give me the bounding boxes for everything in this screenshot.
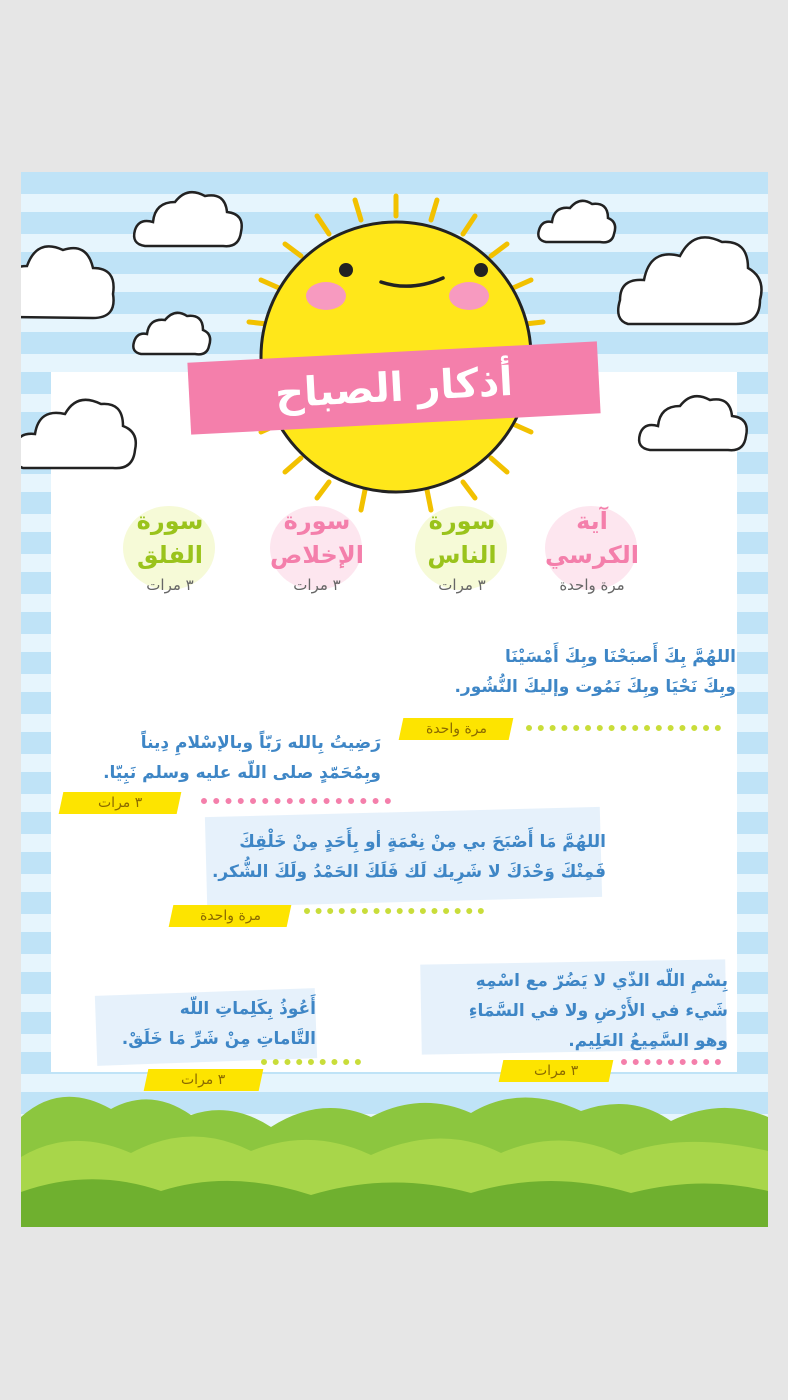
cloud-icon bbox=[614, 220, 764, 338]
repeat-tag: ٣ مرات bbox=[59, 792, 182, 814]
dotted-divider bbox=[621, 1059, 721, 1065]
page-title: أذكار الصباح bbox=[274, 358, 514, 418]
cloud-icon bbox=[131, 184, 246, 256]
surah-alikhlas bbox=[262, 504, 372, 594]
surah-name: سورة الإخلاص bbox=[270, 507, 364, 569]
repeat-count: ٣ مرات bbox=[293, 576, 341, 594]
surah-name: سورة الناس bbox=[427, 507, 497, 569]
poster bbox=[21, 172, 768, 1227]
repeat-tag: مرة واحدة bbox=[169, 905, 292, 927]
cloud-icon bbox=[21, 384, 139, 480]
surah-name: سورة الفلق bbox=[136, 507, 204, 569]
surah-name: آية الكرسي bbox=[544, 507, 639, 569]
dhikr-text: اللهُمَّ مَا أَصْبَحَ بي مِنْ نِعْمَةٍ أو بِأَحَدٍ مِنْ خَلْقِكَ فَمِنْكَ وَحْدَكَ لا شَرِيك لَك فَلَكَ الحَمْدُ ولَكَ الشُّكر. bbox=[211, 832, 606, 882]
surah-alfalaq bbox=[115, 504, 225, 594]
cloud-icon bbox=[636, 386, 751, 460]
cloud-icon bbox=[21, 222, 121, 332]
repeat-count: ٣ مرات bbox=[438, 576, 486, 594]
repeat-count: مرة واحدة bbox=[559, 576, 625, 594]
surah-alnas bbox=[407, 504, 517, 594]
repeat-tag: مرة واحدة bbox=[399, 718, 514, 740]
surah-ayat-alkursi bbox=[537, 504, 647, 594]
repeat-count: ٣ مرات bbox=[146, 576, 194, 594]
dhikr-text: أَعُوذُ بِكَلِماتِ اللّه التَّاماتِ مِنْ شَرِّ مَا خَلَقْ. bbox=[121, 999, 316, 1049]
dhikr-text: رَضِيتُ بِالله رَبّاً وبالإسْلامِ دِيناً وبِمُحَمّدٍ صلى اللّه عليه وسلم نَبِيّا. bbox=[103, 733, 381, 783]
repeat-tag: ٣ مرات bbox=[499, 1060, 614, 1082]
dhikr-text: اللهُمَّ بِكَ أَصبَحْنَا وبِكَ أَمْسَيْنَا وبِكَ نَحْيَا وبِكَ نَمُوت وإليكَ النُّشُور. bbox=[454, 647, 736, 697]
dotted-divider bbox=[304, 908, 484, 914]
dotted-divider bbox=[526, 725, 721, 731]
repeat-tag: ٣ مرات bbox=[144, 1069, 264, 1091]
bushes-illustration bbox=[21, 1087, 768, 1227]
dhikr-text: بِسْمِ اللّه الذّي لا يَضُرّ مع اسْمِهِ شَيء في الأَرْضِ ولا في السَّمَاءِ وهو السَّمِيعُ العَلِيم. bbox=[468, 971, 728, 1051]
dotted-divider bbox=[261, 1059, 361, 1065]
dotted-divider bbox=[201, 798, 391, 804]
cloud-icon bbox=[131, 306, 213, 362]
